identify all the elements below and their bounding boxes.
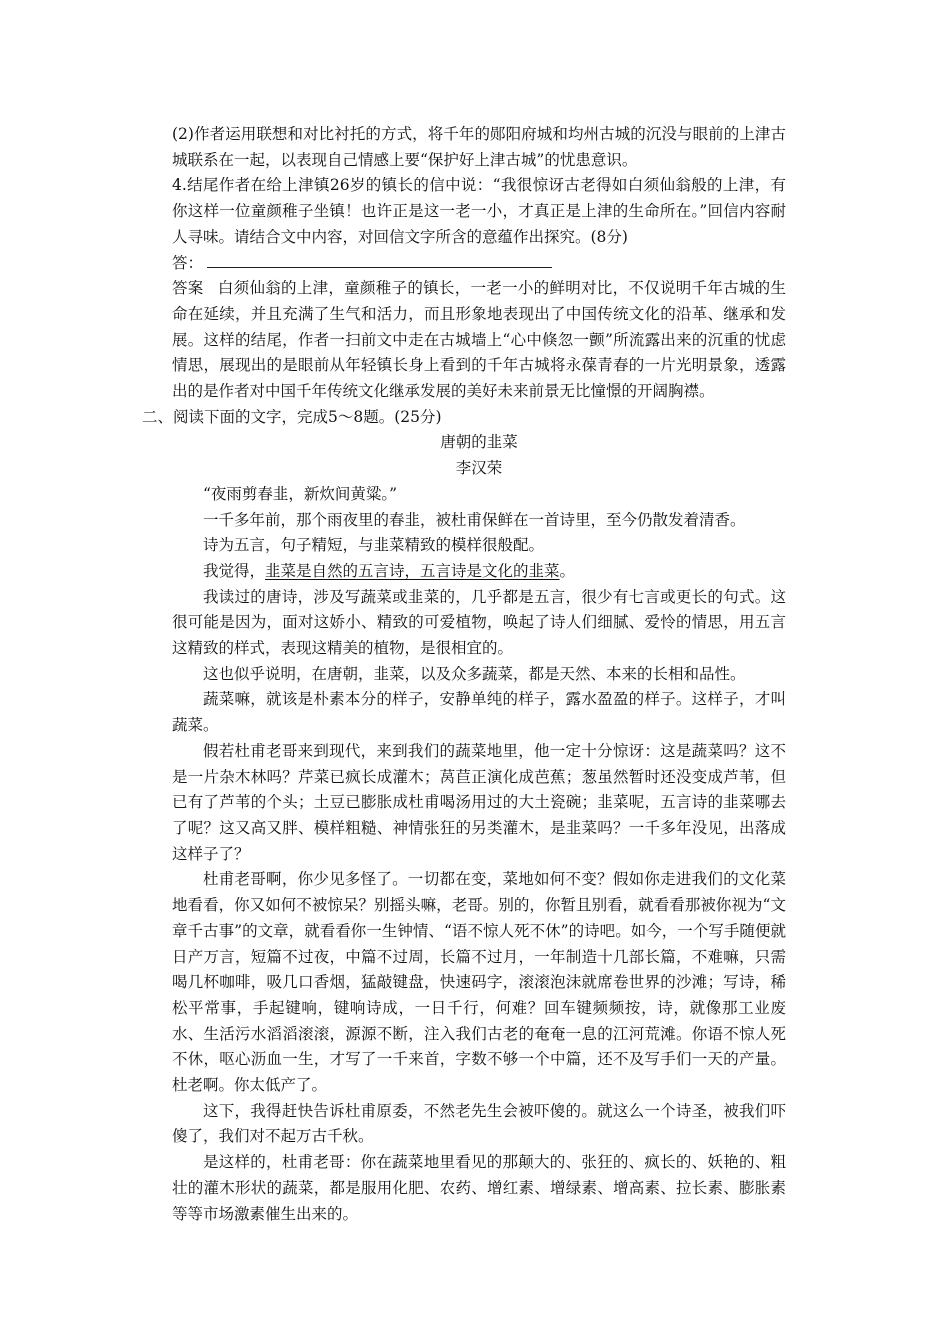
underlined-sentence: 韭菜是自然的五言诗，五言诗是文化的韭菜 xyxy=(265,561,560,580)
article-paragraph: 一千多年前，那个雨夜里的春韭，被杜甫保鲜在一首诗里，至今仍散发着清香。 xyxy=(203,510,746,529)
document-page xyxy=(142,122,786,1227)
q4-question: 4.结尾作者在给上津镇26岁的镇长的信中说：“我很惊讶古老得如白须仙翁般的上津，有你这样一位童颜稚子坐镇！也许正是这一老一小，才真正是上津的生命所在。”回信内容耐人寻味。请结合文中内容，对回信文字所含的意蕴作出探究。(8分) xyxy=(172,176,786,246)
answer-prompt-label: 答： xyxy=(172,253,204,272)
article-paragraph: 蔬菜嘛，就该是朴素本分的样子，安静单纯的样子，露水盈盈的样子。这样子，才叫蔬菜。 xyxy=(172,690,786,735)
answer-label: 答案 xyxy=(172,279,204,298)
article-paragraph: 假若杜甫老哥来到现代，来到我们的蔬菜地里，他一定十分惊讶：这是蔬菜吗？这不是一片杂木林吗？芹菜已疯长成灌木；莴苣正演化成芭蕉；葱虽然暂时还没变成芦苇，但已有了芦苇的个头；土豆已膨胀成杜甫喝汤用过的大土瓷碗；韭菜呢，五言诗的韭菜哪去了呢？这又高又胖、模样粗糙、神情张狂的另类灌木，是韭菜吗？一千多年没见，出落成这样子了？ xyxy=(172,741,786,863)
q4-answer xyxy=(172,276,786,405)
q4-answer-prompt xyxy=(172,251,786,277)
article-author: 李汉荣 xyxy=(455,459,503,478)
article-title: 唐朝的韭菜 xyxy=(440,433,518,452)
underline-suffix: 。 xyxy=(559,561,576,580)
section-2-heading: 二、阅读下面的文字，完成5～8题。(25分) xyxy=(142,407,442,426)
article-paragraph: 诗为五言，句子精短，与韭菜精致的模样很般配。 xyxy=(203,536,545,555)
article-paragraph: 杜甫老哥啊，你少见多怪了。一切都在变，菜地如何不变？假如你走进我们的文化菜地看看，你又如何不被惊呆？别摇头嘛，老哥。别的，你暂且别看，就看看那被你视为“文章千古事”的文章，就看看你一生钟情、“语不惊人死不休”的诗吧。如今，一个写手随便就日产万言，短篇不过夜，中篇不过周，长篇不过月，一年制造十几部长篇，不难嘛，只需喝几杯咖啡，吸几口香烟，猛敲键盘，快速码字，滚滚泡沫就席卷世界的沙滩；写诗，稀松平常事，手起键响，键响诗成，一日千行，何难？回车键频频按，诗，就像那工业废水、生活污水滔滔滚滚，源源不断，注入我们古老的奄奄一息的江河荒滩。你语不惊人死不休，呕心沥血一生，才写了一千来首，字数不够一个中篇，还不及写手们一天的产量。杜老啊。你太低产了。 xyxy=(172,870,786,1095)
answer-blank-line xyxy=(207,252,552,268)
article-paragraph-underlined xyxy=(172,559,786,585)
article-paragraph: “夜雨剪春韭，新炊间黄粱。” xyxy=(203,484,398,503)
article-paragraph: 这也似乎说明，在唐朝，韭菜，以及众多蔬菜，都是天然、本来的长相和品性。 xyxy=(203,664,746,683)
article-paragraph: 这下，我得赶快告诉杜甫原委，不然老先生会被吓傻的。就这么一个诗圣，被我们吓傻了，我们对不起万古千秋。 xyxy=(172,1101,786,1146)
underline-prefix: 我觉得， xyxy=(203,561,266,580)
answer-text: 白须仙翁的上津，童颜稚子的镇长，一老一小的鲜明对比，不仅说明千年古城的生命在延续，并且充满了生气和活力，而且形象地表现出了中国传统文化的沿革、继承和发展。这样的结尾，作者一扫前文中走在古城墙上“心中倏忽一颤”所流露出来的沉重的忧虑情思，展现出的是眼前从年轻镇长身上看到的千年古城将永葆青春的一片光明景象，透露出的是作者对中国千年传统文化继承发展的美好未来前景无比憧憬的开阔胸襟。 xyxy=(172,279,786,401)
article-paragraph: 是这样的，杜甫老哥：你在蔬菜地里看见的那颠大的、张狂的、疯长的、妖艳的、粗壮的灌木形状的蔬菜，都是服用化肥、农药、增红素、增绿素、增高素、拉长素、膨胀素等等市场激素催生出来的。 xyxy=(172,1153,786,1223)
article-paragraph: 我读过的唐诗，涉及写蔬菜或韭菜的，几乎都是五言，很少有七言或更长的句式。这很可能是因为，面对这娇小、精致的可爱植物，唤起了诗人们细腻、爱怜的情思，用五言这精致的样式，表现这精美的植物，是很相宜的。 xyxy=(172,587,786,658)
q3-point-2: (2)作者运用联想和对比衬托的方式，将千年的郧阳府城和均州古城的沉没与眼前的上津古城联系在一起，以表现自己情感上要“保护好上津古城”的忧患意识。 xyxy=(172,125,786,169)
